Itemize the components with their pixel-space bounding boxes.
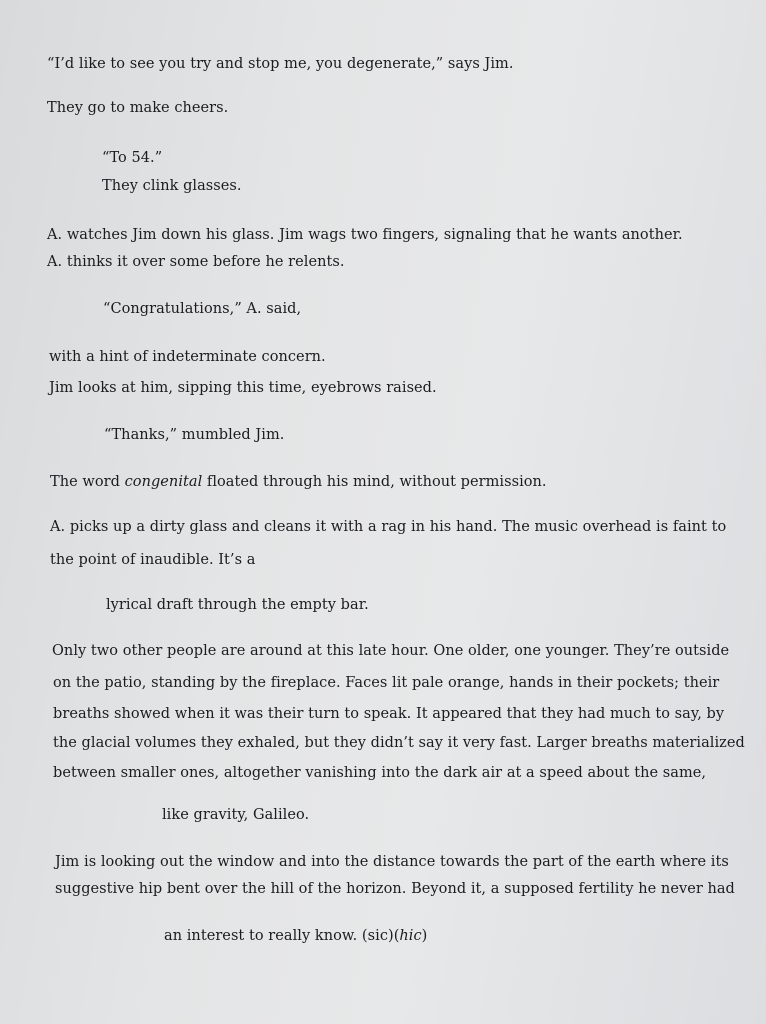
dialogue-line: “Congratulations,” A. said,: [103, 301, 302, 317]
text-line: the glacial volumes they exhaled, but they didn’t say it very fast. Larger breaths materialized: [53, 735, 745, 751]
text-line: The word congenital floated through his mind, without permission.: [50, 474, 547, 490]
text-line: “I’d like to see you try and stop me, you degenerate,” says Jim.: [47, 56, 514, 72]
dialogue-line: “Thanks,” mumbled Jim.: [104, 427, 285, 443]
text-line: an interest to really know. (sic)(hic): [164, 928, 428, 944]
text-line: between smaller ones, altogether vanishing into the dark air at a speed about the same,: [53, 765, 707, 781]
text-line: A. watches Jim down his glass. Jim wags two fingers, signaling that he wants another.: [47, 227, 683, 243]
italic-word: hic: [399, 928, 422, 944]
text-line: suggestive hip bent over the hill of the horizon. Beyond it, a supposed fertility he never had: [55, 881, 735, 897]
text-line: They clink glasses.: [102, 178, 242, 194]
text-line: Only two other people are around at this late hour. One older, one younger. They’re outside: [52, 643, 730, 659]
dialogue-line: “To 54.”: [102, 150, 163, 166]
text-line: breaths showed when it was their turn to speak. It appeared that they had much to say, by: [53, 706, 725, 722]
text-line: lyrical draft through the empty bar.: [106, 597, 369, 613]
text-line: They go to make cheers.: [47, 100, 229, 116]
text-line: with a hint of indeterminate concern.: [49, 349, 326, 365]
text-line: like gravity, Galileo.: [162, 807, 310, 823]
text-line: A. picks up a dirty glass and cleans it with a rag in his hand. The music overhead is faint to: [50, 519, 727, 535]
text-line: Jim is looking out the window and into the distance towards the part of the earth where its: [55, 854, 729, 870]
text-line: on the patio, standing by the fireplace. Faces lit pale orange, hands in their pockets; their: [53, 675, 720, 691]
text-line: Jim looks at him, sipping this time, eyebrows raised.: [49, 380, 437, 396]
text-line: the point of inaudible. It’s a: [50, 552, 256, 568]
italic-word: congenital: [124, 474, 203, 490]
text-line: A. thinks it over some before he relents.: [47, 254, 345, 270]
